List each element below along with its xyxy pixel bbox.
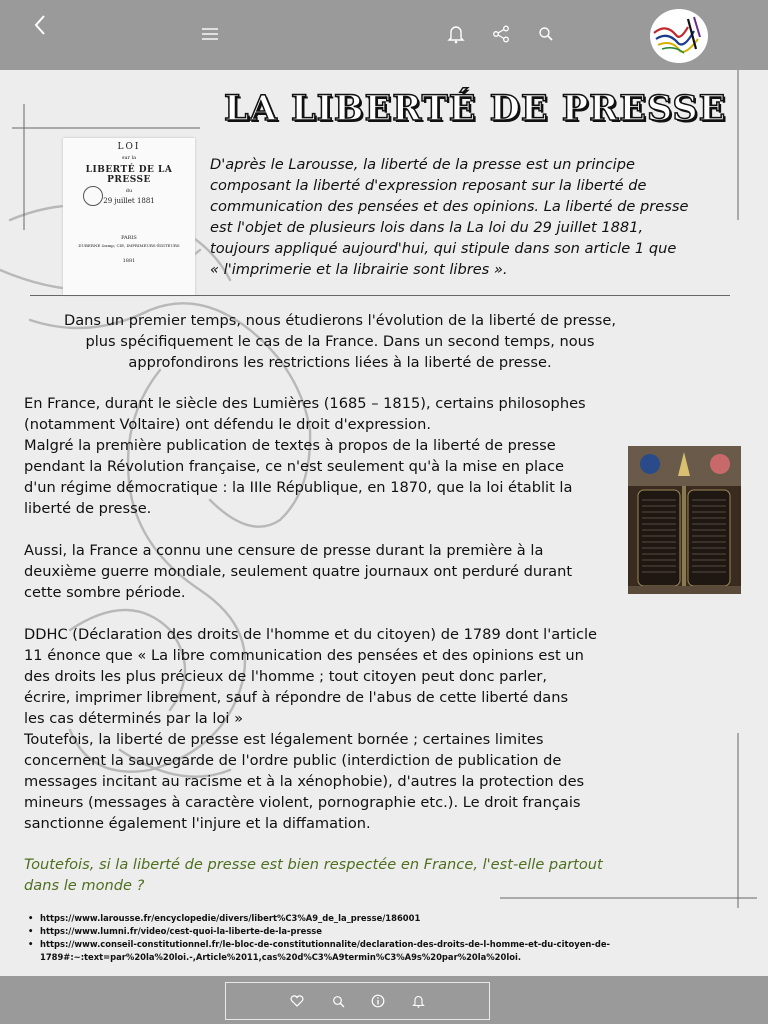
doc-line: PARIS	[121, 235, 137, 241]
bottom-toolbar	[225, 982, 490, 1020]
plan-line: plus spécifiquement le cas de la France. Dans un second temps, nous	[85, 333, 595, 350]
intro-line: est l'objet de plusieurs lois dans la La loi du 29 juillet 1881,	[210, 219, 644, 236]
info-icon[interactable]	[370, 993, 386, 1009]
body-line: messages incitant au racisme et à la xénophobie), d'autres la protection des	[24, 773, 585, 790]
divider	[30, 295, 730, 296]
question-line: dans le monde ?	[24, 877, 145, 894]
plan-line: Dans un premier temps, nous étudierons l'évolution de la liberté de presse,	[63, 312, 617, 329]
share-icon[interactable]	[489, 22, 513, 46]
body-line: 11 énonce que « La libre communication des pensées et des opinions est un	[24, 647, 584, 664]
bottom-bar	[0, 976, 768, 1024]
body-line: cette sombre période.	[24, 584, 186, 601]
reference-link[interactable]	[24, 938, 724, 964]
doc-line: LOI	[117, 142, 141, 152]
intro-line: composant la liberté d'expression reposant sur la liberté de	[210, 177, 647, 194]
body-line: Aussi, la France a connu une censure de presse durant la première à la	[24, 542, 544, 559]
doc-line: 1881	[122, 258, 136, 264]
body-line: deuxième guerre mondiale, seulement quatre journaux ont perduré durant	[24, 563, 573, 580]
reference-link-line[interactable]: 1789#:~:text=par%20la%20loi.-,Article%2011,cas%20d%C3%A9termin%C3%A9s%20par%20la%20loi.	[40, 952, 522, 962]
ddhc-declaration-image	[628, 446, 741, 594]
body-line: pendant la Révolution française, ce n'est seulement qu'à la mise en place	[24, 458, 564, 475]
reference-link-line[interactable]: • https://www.conseil-constitutionnel.fr/le-bloc-de-constitutionnalite/declaration-des-droits-de-l-homme-et-du-citoyen-de-	[40, 939, 610, 949]
body-line: Toutefois, la liberté de presse est légalement bornée ; certaines limites	[24, 731, 544, 748]
question-line: Toutefois, si la liberté de presse est bien respectée en France, l'est-elle partout	[24, 856, 603, 873]
body-line: les cas déterminés par la loi »	[24, 710, 243, 727]
doc-line: du	[125, 188, 133, 194]
body-line: d'un régime démocratique : la IIIe République, en 1870, que la loi établit la	[24, 479, 573, 496]
intro-line: « l'imprimerie et la librairie sont libres ».	[210, 261, 508, 278]
body-text	[24, 393, 634, 834]
intro-paragraph	[210, 154, 730, 280]
body-line: Malgré la première publication de textes à propos de la liberté de presse	[24, 437, 556, 454]
doc-line: DUBERNE &amp; CIE, IMPRIMEURS-ÉDITEURS	[78, 243, 180, 248]
menu-icon[interactable]	[198, 22, 222, 46]
body-line: mineurs (messages à caractère violent, pornographie etc.). Le droit français	[24, 794, 581, 811]
bell-icon[interactable]	[444, 22, 468, 46]
closing-question	[24, 854, 644, 896]
article-content	[0, 70, 768, 976]
plan-paragraph	[20, 310, 660, 373]
intro-line: communication des pensées et des opinions. La liberté de presse	[210, 198, 689, 215]
body-line: des droits les plus précieux de l'homme ; tout citoyen peut donc parler,	[24, 668, 548, 685]
body-line: En France, durant le siècle des Lumières (1685 – 1815), certains philosophes	[24, 395, 586, 412]
body-line: liberté de presse.	[24, 500, 152, 517]
body-line: DDHC (Déclaration des droits de l'homme et du citoyen) de 1789 dont l'article	[24, 626, 598, 643]
back-chevron-icon[interactable]	[26, 10, 54, 40]
heart-icon[interactable]	[289, 993, 305, 1009]
doc-line: LIBERTÉ DE LA PRESSE	[85, 165, 173, 185]
top-bar	[0, 0, 768, 70]
references-list	[24, 912, 724, 964]
doc-line: 29 juillet 1881	[103, 197, 155, 205]
bell-icon[interactable]	[410, 993, 426, 1009]
logo[interactable]	[650, 9, 708, 63]
law-document-image	[63, 138, 195, 295]
reference-link[interactable]: • https://www.lumni.fr/video/cest-quoi-la-liberte-de-la-presse	[24, 925, 724, 938]
search-icon[interactable]	[330, 993, 346, 1009]
doc-line: sur la	[121, 155, 137, 161]
page-title: LA LIBERTÉ DE PRESSE	[224, 88, 727, 129]
body-line: (notamment Voltaire) ont défendu le droit d'expression.	[24, 416, 431, 433]
intro-line: toujours appliqué aujourd'hui, qui stipule dans son article 1 que	[210, 240, 677, 257]
intro-line: D'après le Larousse, la liberté de la presse est un principe	[210, 156, 635, 173]
plan-line: approfondirons les restrictions liées à la liberté de presse.	[128, 354, 552, 371]
stamp-icon	[83, 186, 103, 206]
reference-link[interactable]: • https://www.larousse.fr/encyclopedie/divers/libert%C3%A9_de_la_presse/186001	[24, 912, 724, 925]
search-icon[interactable]	[534, 22, 558, 46]
body-line: écrire, imprimer librement, sauf à répondre de l'abus de cette liberté dans	[24, 689, 569, 706]
body-line: concernent la sauvegarde de l'ordre public (interdiction de publication de	[24, 752, 562, 769]
body-line: sanctionne également l'injure et la diffamation.	[24, 815, 371, 832]
